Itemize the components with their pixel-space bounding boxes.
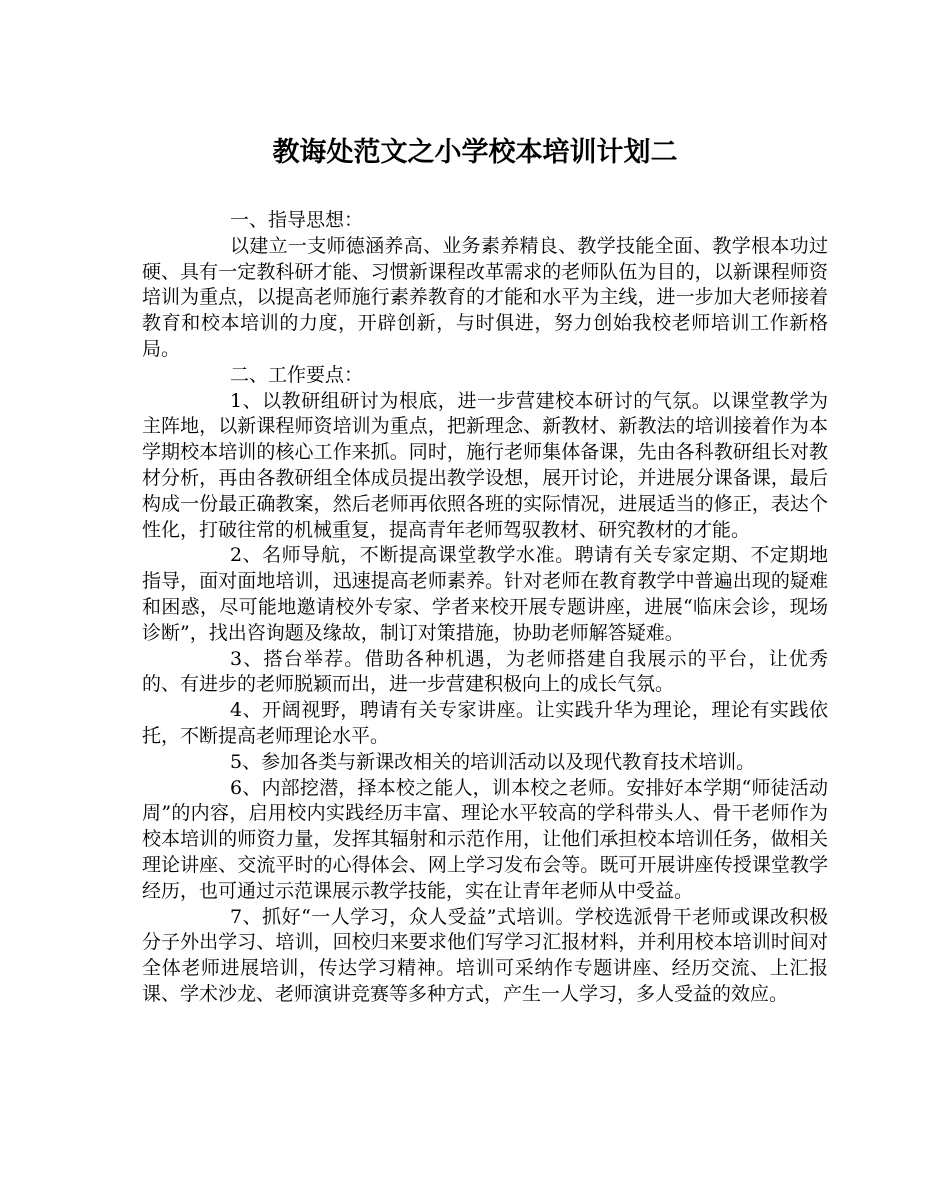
heading-guiding-ideology: 一、指导思想： [230,209,364,231]
heading-work-points: 二、工作要点： [230,363,364,386]
paragraph-point-1: 1、以教研组研讨为根底，进一步营建校本研讨的气氛。以课堂教学为主阵地，以新课程师资培训为重点，把新理念、新教材、新教法的培训接着作为本学期校本培训的核心工作来抓。同时，施行老师集体备课，先由各科教研组长对教材分析，再由各教研组全体成员提出教学设想，展开讨论，并进展分课备课，最后构成一份最正确教案，然后老师再依照各班的实际情况，进展适当的修正，表达个性化，打破往常的机械重复，提高青年老师驾驭教材、研究教材的才能。 [142,389,828,541]
paragraph-guiding-ideology: 以建立一支师德涵养高、业务素养精良、教学技能全面、教学根本功过硬、具有一定教科研才能、习惯新课程改革需求的老师队伍为目的，以新课程师资培训为重点，以提高老师施行素养教育的才能和水平为主线，进一步加大老师接着教育和校本培训的力度，开辟创新，与时俱进，努力创始我校老师培训工作新格局。 [142,234,828,360]
document-title: 教诲处范文之小学校本培训计划二 [272,137,678,168]
paragraph-point-5: 5、参加各类与新课改相关的培训活动以及现代教育技术培训。 [230,750,756,773]
paragraph-point-3: 3、搭台举荐。借助各种机遇，为老师搭建自我展示的平台，让优秀的、有进步的老师脱颖而出，进一步营建积极向上的成长气氛。 [142,647,828,696]
paragraph-point-6: 6、内部挖潜，择本校之能人，训本校之老师。安排好本学期“师徒活动周”的内容，启用校内实践经历丰富、理论水平较高的学科带头人、骨干老师作为校本培训的师资力量，发挥其辐射和示范作用，让他们承担校本培训任务，做相关理论讲座、交流平时的心得体会、网上学习发布会等。既可开展讲座传授课堂教学经历，也可通过示范课展示教学技能，实在让青年老师从中受益。 [142,776,828,902]
paragraph-point-4: 4、开阔视野，聘请有关专家讲座。让实践升华为理论，理论有实践依托，不断提高老师理论水平。 [142,699,828,747]
document-body [142,208,828,1008]
paragraph-point-2: 2、名师导航，不断提高课堂教学水准。聘请有关专家定期、不定期地指导，面对面地培训，迅速提高老师素养。针对老师在教育教学中普遍出现的疑难和困惑，尽可能地邀请校外专家、学者来校开展专题讲座，进展“临床会诊，现场诊断”，找出咨询题及缘故，制订对策措施，协助老师解答疑难。 [142,544,828,644]
paragraph-point-7: 7、抓好“一人学习，众人受益”式培训。学校选派骨干老师或课改积极分子外出学习、培训，回校归来要求他们写学习汇报材料，并利用校本培训时间对全体老师进展培训，传达学习精神。培训可采纳作专题讲座、经历交流、上汇报课、学术沙龙、老师演讲竞赛等多种方式，产生一人学习，多人受益的效应。 [142,905,828,1005]
